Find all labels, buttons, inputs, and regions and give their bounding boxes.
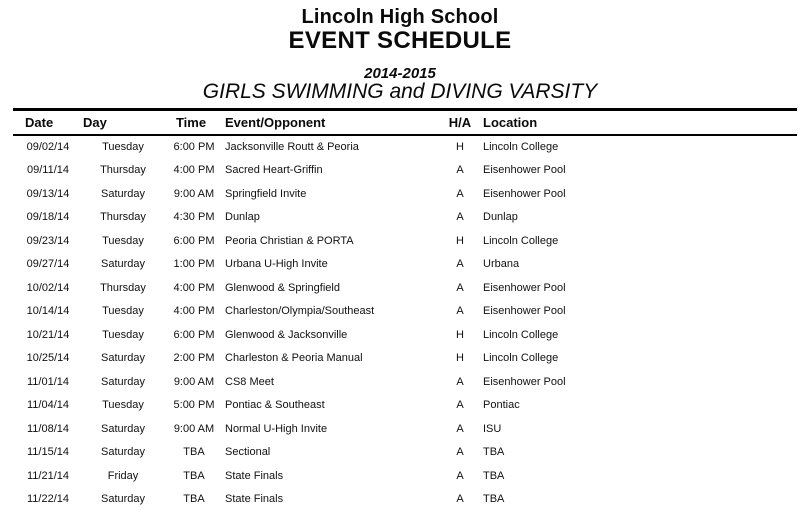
cell-date: 09/27/14: [26, 258, 70, 271]
table-row: [13, 300, 797, 324]
cell-day: Saturday: [100, 446, 146, 459]
cell-event-opponent: Pontiac & Southeast: [225, 399, 325, 412]
cell-location: Lincoln College: [483, 328, 559, 341]
cell-location: TBA: [483, 493, 505, 506]
cell-date: 11/22/14: [26, 493, 69, 506]
table-row: [13, 253, 797, 277]
cell-date: 10/14/14: [26, 305, 70, 318]
cell-home-away: H: [456, 352, 464, 365]
cell-date: 11/08/14: [26, 422, 69, 435]
season-label: 2014-2015: [364, 65, 436, 82]
cell-location: Pontiac: [483, 399, 520, 412]
cell-event-opponent: Glenwood & Jacksonville: [225, 328, 348, 341]
cell-date: 09/11/14: [26, 164, 69, 177]
cell-day: Thursday: [100, 211, 146, 224]
cell-date: 09/18/14: [26, 211, 70, 224]
table-row: [13, 370, 797, 394]
cell-time: TBA: [183, 493, 205, 506]
cell-location: Eisenhower Pool: [483, 164, 566, 177]
cell-location: Urbana: [483, 258, 520, 271]
column-header-date: Date: [13, 111, 83, 135]
column-header-time: Time: [163, 111, 225, 135]
cell-time: 4:30 PM: [173, 211, 215, 224]
cell-home-away: A: [456, 187, 464, 200]
cell-time: 9:00 AM: [173, 422, 215, 435]
column-header-home-away: H/A: [445, 111, 475, 135]
cell-event-opponent: Charleston & Peoria Manual: [225, 352, 363, 365]
cell-date: 11/15/14: [26, 446, 69, 459]
cell-home-away: H: [456, 328, 464, 341]
header-row: [13, 111, 797, 135]
cell-time: TBA: [183, 446, 205, 459]
cell-day: Saturday: [100, 352, 146, 365]
cell-date: 09/02/14: [26, 141, 70, 154]
cell-time: 1:00 PM: [173, 258, 215, 271]
cell-day: Thursday: [100, 164, 146, 177]
table-row: [13, 276, 797, 300]
cell-location: ISU: [483, 422, 502, 435]
cell-day: Saturday: [100, 375, 146, 388]
cell-location: TBA: [483, 446, 505, 459]
cell-event-opponent: Glenwood & Springfield: [225, 281, 340, 294]
cell-location: Lincoln College: [483, 352, 559, 365]
table-row: [13, 441, 797, 465]
cell-location: Eisenhower Pool: [483, 375, 566, 388]
column-header-event-opponent: Event/Opponent: [225, 111, 445, 135]
cell-home-away: A: [456, 305, 464, 318]
cell-date: 11/01/14: [26, 375, 69, 388]
cell-day: Saturday: [100, 187, 146, 200]
cell-home-away: A: [456, 399, 464, 412]
cell-time: 6:00 PM: [173, 234, 215, 247]
cell-event-opponent: Dunlap: [225, 211, 260, 224]
cell-event-opponent: State Finals: [225, 493, 284, 506]
cell-time: 9:00 AM: [173, 187, 215, 200]
cell-time: 5:00 PM: [173, 399, 215, 412]
cell-time: 4:00 PM: [173, 305, 215, 318]
cell-location: Eisenhower Pool: [483, 281, 566, 294]
cell-day: Saturday: [100, 493, 146, 506]
cell-date: 10/21/14: [26, 328, 70, 341]
cell-home-away: A: [456, 258, 464, 271]
cell-day: Tuesday: [102, 328, 144, 341]
cell-location: TBA: [483, 469, 505, 482]
school-name: Lincoln High School: [301, 6, 499, 28]
cell-day: Tuesday: [102, 234, 144, 247]
table-row: [13, 394, 797, 418]
cell-time: 6:00 PM: [173, 328, 215, 341]
cell-location: Dunlap: [483, 211, 518, 224]
cell-home-away: A: [456, 211, 464, 224]
cell-event-opponent: Jacksonville Routt & Peoria: [225, 141, 359, 154]
document-header: [0, 0, 800, 103]
schedule-table-body: [13, 135, 797, 511]
cell-time: 6:00 PM: [173, 141, 215, 154]
cell-event-opponent: Charleston/Olympia/Southeast: [225, 305, 375, 318]
cell-location: Lincoln College: [483, 234, 559, 247]
cell-home-away: A: [456, 446, 464, 459]
document-title: EVENT SCHEDULE: [288, 27, 512, 54]
cell-day: Tuesday: [102, 141, 144, 154]
cell-time: 4:00 PM: [173, 281, 215, 294]
cell-event-opponent: Normal U-High Invite: [225, 422, 328, 435]
column-header-day: Day: [83, 111, 163, 135]
table-row: [13, 135, 797, 159]
cell-day: Friday: [107, 469, 139, 482]
cell-location: Lincoln College: [483, 141, 559, 154]
cell-time: TBA: [183, 469, 205, 482]
cell-location: Eisenhower Pool: [483, 187, 566, 200]
column-header-location: Location: [475, 111, 797, 135]
table-row: [13, 182, 797, 206]
cell-event-opponent: Peoria Christian & PORTA: [225, 234, 354, 247]
cell-day: Saturday: [100, 258, 146, 271]
cell-event-opponent: Springfield Invite: [225, 187, 307, 200]
table-row: [13, 488, 797, 512]
table-row: [13, 417, 797, 441]
cell-time: 9:00 AM: [173, 375, 215, 388]
table-row: [13, 347, 797, 371]
table-row: [13, 206, 797, 230]
schedule-table-header: [13, 111, 797, 135]
table-row: [13, 229, 797, 253]
cell-date: 09/23/14: [26, 234, 70, 247]
cell-date: 09/13/14: [26, 187, 70, 200]
cell-date: 10/25/14: [26, 352, 70, 365]
cell-home-away: A: [456, 375, 464, 388]
cell-day: Tuesday: [102, 305, 144, 318]
cell-location: Eisenhower Pool: [483, 305, 566, 318]
cell-date: 10/02/14: [26, 281, 70, 294]
cell-day: Saturday: [100, 422, 146, 435]
cell-day: Tuesday: [102, 399, 144, 412]
table-row: [13, 159, 797, 183]
cell-home-away: H: [456, 141, 464, 154]
cell-date: 11/21/14: [26, 469, 69, 482]
cell-event-opponent: State Finals: [225, 469, 284, 482]
cell-day: Thursday: [100, 281, 146, 294]
cell-event-opponent: Urbana U-High Invite: [225, 258, 328, 271]
cell-home-away: A: [456, 422, 464, 435]
cell-time: 2:00 PM: [173, 352, 215, 365]
cell-event-opponent: CS8 Meet: [225, 375, 274, 388]
table-row: [13, 323, 797, 347]
cell-home-away: A: [456, 469, 464, 482]
cell-home-away: A: [456, 493, 464, 506]
cell-event-opponent: Sectional: [225, 446, 271, 459]
table-row: [13, 464, 797, 488]
cell-event-opponent: Sacred Heart-Griffin: [225, 164, 323, 177]
cell-home-away: H: [456, 234, 464, 247]
team-subtitle: GIRLS SWIMMING and DIVING VARSITY: [202, 80, 598, 103]
cell-home-away: A: [456, 281, 464, 294]
cell-date: 11/04/14: [26, 399, 69, 412]
cell-time: 4:00 PM: [173, 164, 215, 177]
schedule-table: [13, 111, 797, 511]
cell-home-away: A: [456, 164, 464, 177]
